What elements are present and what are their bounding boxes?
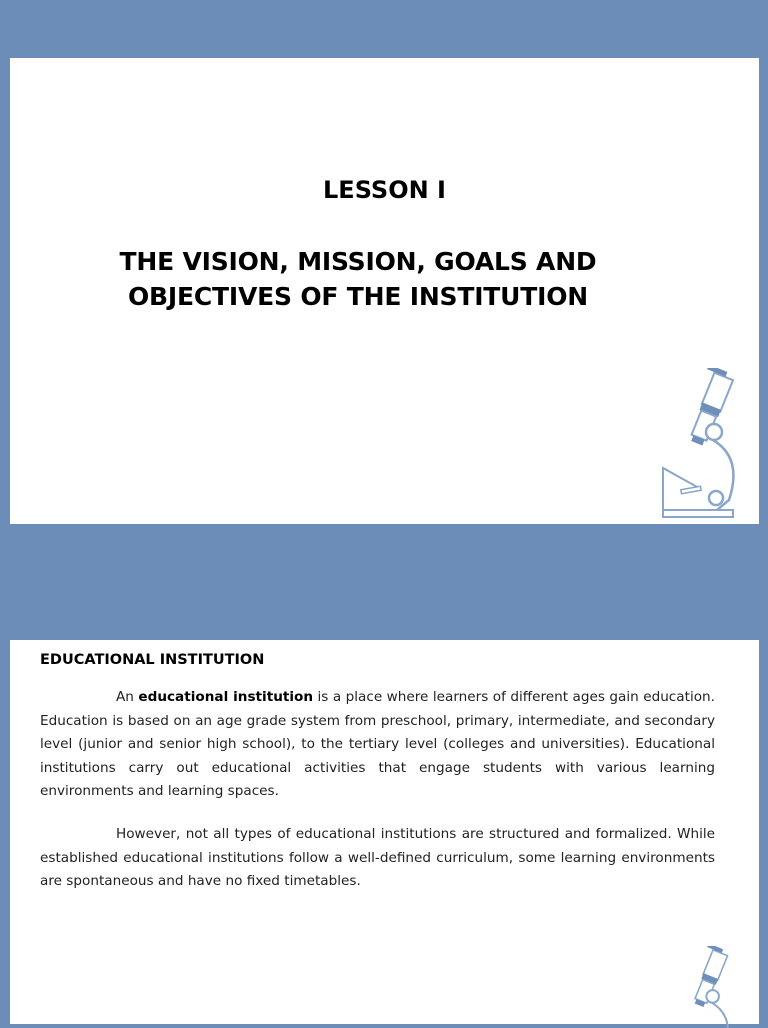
lesson-title-line-2: OBJECTIVES OF THE INSTITUTION <box>128 282 588 311</box>
para1-body: is a place where learners of different ages gain education. Education is based on an age grade system from preschool, primary, intermediate, and secondary level (junior and senior high school), to the tertiary level (colleges and universities). Educational institutions carry out educational activities that engage students with various learning environments and learning spaces. <box>40 689 715 799</box>
content-slide <box>10 640 759 1024</box>
microscope-icon <box>671 946 737 1028</box>
microscope-icon <box>661 368 745 520</box>
paragraph-educational-institution <box>40 686 715 804</box>
lesson-title-line-1: THE VISION, MISSION, GOALS AND <box>119 247 597 276</box>
lesson-title <box>70 244 646 314</box>
section-heading: EDUCATIONAL INSTITUTION <box>40 652 265 668</box>
paragraph-however: However, not all types of educational institutions are structured and formalized. While established educational institutions follow a well-defined curriculum, some learning environments are spontaneous and have no fixed timetables. <box>40 826 715 889</box>
lesson-label: LESSON I <box>323 176 446 204</box>
para1-intro: An <box>116 689 139 705</box>
para1-bold-term: educational institution <box>138 689 314 705</box>
title-slide <box>10 58 759 524</box>
